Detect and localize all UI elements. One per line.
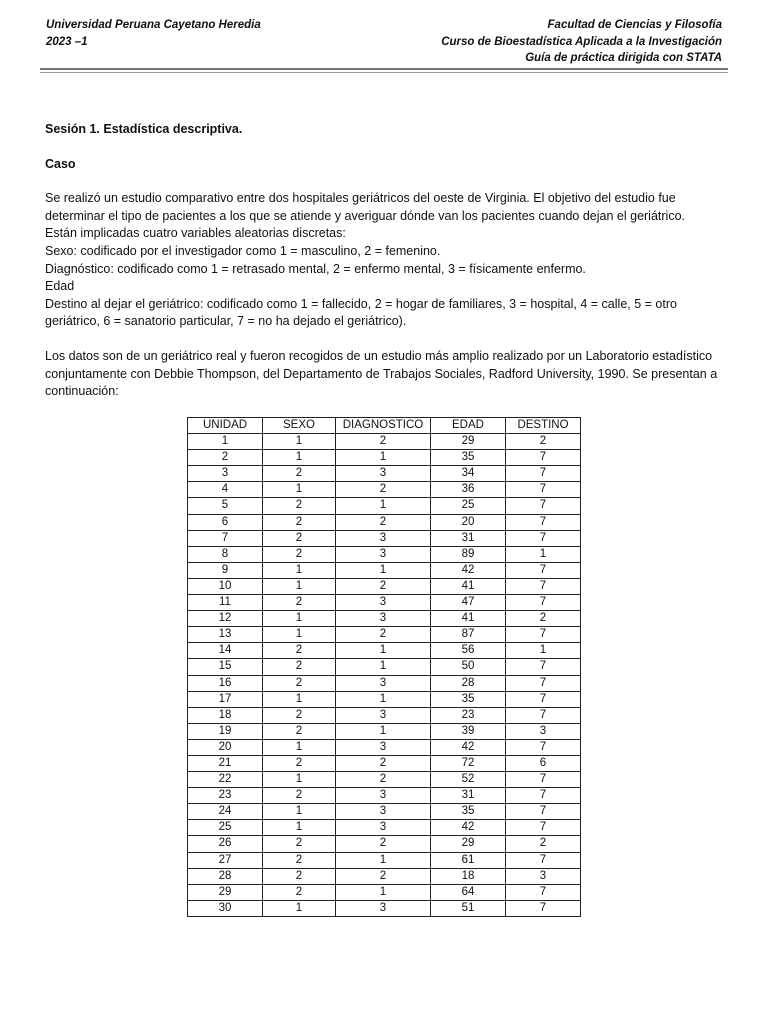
cell-sexo: 2 [263, 514, 336, 530]
study-description: Se realizó un estudio comparativo entre dos hospitales geriátricos del oeste de Virginia. El objetivo del estudio fue determinar el tipo de pacientes a los que se atiende y averiguar dónde van los pacientes cuando dejan el geriátrico. [45, 191, 685, 223]
cell-diagnostico: 1 [336, 498, 431, 514]
cell-unidad: 8 [188, 546, 263, 562]
cell-destino: 7 [506, 562, 581, 578]
guide-name: Guía de práctica dirigida con STATA [525, 52, 722, 64]
table-row [188, 820, 581, 836]
case-title: Caso [45, 156, 76, 171]
cell-sexo: 2 [263, 707, 336, 723]
cell-unidad: 4 [188, 482, 263, 498]
cell-unidad: 13 [188, 627, 263, 643]
table-row [188, 595, 581, 611]
cell-sexo: 1 [263, 900, 336, 916]
session-title: Sesión 1. Estadística descriptiva. [45, 122, 243, 136]
column-header-diagnostico: DIAGNOSTICO [336, 418, 431, 434]
table-row [188, 482, 581, 498]
table-row [188, 836, 581, 852]
data-source-paragraph: Los datos son de un geriátrico real y fueron recogidos de un estudio más amplio realizado por un Laboratorio estadístico conjuntamente con Debbie Thompson, del Departamento de Trabajos Sociales, Radford University, 1990. Se presentan a continuación: [45, 348, 718, 399]
table-row [188, 739, 581, 755]
cell-unidad: 25 [188, 820, 263, 836]
table-row [188, 611, 581, 627]
cell-unidad: 11 [188, 595, 263, 611]
cell-diagnostico: 2 [336, 755, 431, 771]
cell-destino: 7 [506, 659, 581, 675]
table-row [188, 675, 581, 691]
cell-edad: 31 [431, 530, 506, 546]
cell-diagnostico: 2 [336, 627, 431, 643]
cell-unidad: 24 [188, 804, 263, 820]
table-row [188, 755, 581, 771]
cell-edad: 31 [431, 788, 506, 804]
cell-sexo: 1 [263, 562, 336, 578]
cell-sexo: 1 [263, 450, 336, 466]
cell-unidad: 26 [188, 836, 263, 852]
cell-diagnostico: 3 [336, 707, 431, 723]
cell-destino: 2 [506, 836, 581, 852]
cell-destino: 7 [506, 820, 581, 836]
variable-sexo: Sexo: codificado por el investigador como 1 = masculino, 2 = femenino. [45, 243, 441, 258]
cell-diagnostico: 2 [336, 514, 431, 530]
column-header-destino: DESTINO [506, 418, 581, 434]
cell-diagnostico: 2 [336, 836, 431, 852]
cell-edad: 41 [431, 578, 506, 594]
cell-sexo: 2 [263, 643, 336, 659]
cell-sexo: 1 [263, 578, 336, 594]
cell-unidad: 2 [188, 450, 263, 466]
table-row [188, 852, 581, 868]
variable-destino: Destino al dejar el geriátrico: codificado como 1 = fallecido, 2 = hogar de familiares, 3 = hospital, 4 = calle, 5 = otro geriátrico, 6 = sanatorio particular, 7 = no ha dejado el geriátrico). [45, 296, 677, 329]
cell-unidad: 21 [188, 755, 263, 771]
cell-sexo: 2 [263, 723, 336, 739]
cell-edad: 29 [431, 434, 506, 450]
cell-diagnostico: 3 [336, 466, 431, 482]
table-row [188, 788, 581, 804]
cell-diagnostico: 1 [336, 643, 431, 659]
cell-edad: 23 [431, 707, 506, 723]
cell-destino: 2 [506, 434, 581, 450]
cell-diagnostico: 1 [336, 723, 431, 739]
cell-destino: 7 [506, 707, 581, 723]
cell-destino: 1 [506, 643, 581, 659]
cell-edad: 47 [431, 595, 506, 611]
cell-destino: 7 [506, 772, 581, 788]
cell-destino: 7 [506, 498, 581, 514]
cell-diagnostico: 3 [336, 739, 431, 755]
cell-sexo: 1 [263, 434, 336, 450]
cell-sexo: 1 [263, 627, 336, 643]
table-row [188, 627, 581, 643]
cell-destino: 7 [506, 675, 581, 691]
cell-diagnostico: 1 [336, 852, 431, 868]
cell-destino: 7 [506, 788, 581, 804]
cell-destino: 2 [506, 611, 581, 627]
table-row [188, 868, 581, 884]
cell-unidad: 7 [188, 530, 263, 546]
cell-destino: 7 [506, 482, 581, 498]
cell-diagnostico: 3 [336, 820, 431, 836]
variable-edad: Edad [45, 279, 75, 294]
cell-sexo: 1 [263, 691, 336, 707]
cell-sexo: 2 [263, 530, 336, 546]
cell-destino: 7 [506, 578, 581, 594]
cell-unidad: 6 [188, 514, 263, 530]
cell-edad: 35 [431, 804, 506, 820]
cell-sexo: 2 [263, 836, 336, 852]
cell-sexo: 1 [263, 820, 336, 836]
table-row [188, 450, 581, 466]
cell-destino: 7 [506, 627, 581, 643]
cell-diagnostico: 2 [336, 868, 431, 884]
cell-unidad: 14 [188, 643, 263, 659]
cell-diagnostico: 3 [336, 788, 431, 804]
variable-diagnostico: Diagnóstico: codificado como 1 = retrasado mental, 2 = enfermo mental, 3 = físicamente enfermo. [45, 261, 586, 276]
cell-unidad: 3 [188, 466, 263, 482]
cell-edad: 25 [431, 498, 506, 514]
academic-term: 2023 –1 [46, 35, 88, 48]
cell-sexo: 1 [263, 772, 336, 788]
cell-diagnostico: 1 [336, 884, 431, 900]
table-row [188, 530, 581, 546]
table-row [188, 434, 581, 450]
cell-unidad: 29 [188, 884, 263, 900]
table-row [188, 691, 581, 707]
cell-edad: 61 [431, 852, 506, 868]
paragraph-gap [45, 331, 725, 348]
variables-intro: Están implicadas cuatro variables aleatorias discretas: [45, 226, 346, 241]
cell-sexo: 2 [263, 546, 336, 562]
cell-edad: 89 [431, 546, 506, 562]
cell-destino: 7 [506, 450, 581, 466]
cell-destino: 7 [506, 466, 581, 482]
cell-diagnostico: 3 [336, 900, 431, 916]
table-row [188, 466, 581, 482]
cell-edad: 42 [431, 820, 506, 836]
cell-diagnostico: 1 [336, 450, 431, 466]
cell-unidad: 5 [188, 498, 263, 514]
column-header-edad: EDAD [431, 418, 506, 434]
cell-edad: 56 [431, 643, 506, 659]
cell-edad: 20 [431, 514, 506, 530]
cell-destino: 7 [506, 852, 581, 868]
cell-unidad: 1 [188, 434, 263, 450]
cell-edad: 35 [431, 691, 506, 707]
cell-diagnostico: 3 [336, 804, 431, 820]
cell-diagnostico: 3 [336, 530, 431, 546]
cell-edad: 51 [431, 900, 506, 916]
cell-destino: 6 [506, 755, 581, 771]
cell-destino: 3 [506, 868, 581, 884]
cell-unidad: 10 [188, 578, 263, 594]
faculty-name: Facultad de Ciencias y Filosofía [547, 19, 722, 31]
cell-unidad: 9 [188, 562, 263, 578]
cell-diagnostico: 1 [336, 562, 431, 578]
table-row [188, 804, 581, 820]
cell-unidad: 20 [188, 739, 263, 755]
table-row [188, 772, 581, 788]
table-row [188, 884, 581, 900]
cell-unidad: 28 [188, 868, 263, 884]
table-row [188, 562, 581, 578]
cell-unidad: 19 [188, 723, 263, 739]
cell-edad: 52 [431, 772, 506, 788]
cell-diagnostico: 2 [336, 578, 431, 594]
cell-edad: 28 [431, 675, 506, 691]
cell-diagnostico: 3 [336, 595, 431, 611]
cell-sexo: 2 [263, 675, 336, 691]
data-table [187, 417, 581, 917]
cell-sexo: 1 [263, 804, 336, 820]
cell-sexo: 2 [263, 788, 336, 804]
cell-destino: 3 [506, 723, 581, 739]
cell-sexo: 2 [263, 466, 336, 482]
table-row [188, 546, 581, 562]
cell-edad: 41 [431, 611, 506, 627]
cell-destino: 7 [506, 530, 581, 546]
cell-destino: 7 [506, 900, 581, 916]
cell-edad: 36 [431, 482, 506, 498]
table-row [188, 707, 581, 723]
cell-sexo: 1 [263, 611, 336, 627]
cell-sexo: 2 [263, 595, 336, 611]
cell-edad: 72 [431, 755, 506, 771]
table-header-row [188, 418, 581, 434]
cell-sexo: 2 [263, 852, 336, 868]
cell-sexo: 2 [263, 755, 336, 771]
cell-sexo: 1 [263, 739, 336, 755]
table-row [188, 659, 581, 675]
cell-unidad: 30 [188, 900, 263, 916]
cell-diagnostico: 3 [336, 611, 431, 627]
cell-unidad: 23 [188, 788, 263, 804]
cell-sexo: 2 [263, 659, 336, 675]
header-left [46, 17, 261, 50]
column-header-unidad: UNIDAD [188, 418, 263, 434]
cell-unidad: 22 [188, 772, 263, 788]
cell-destino: 7 [506, 884, 581, 900]
cell-unidad: 15 [188, 659, 263, 675]
cell-unidad: 16 [188, 675, 263, 691]
cell-unidad: 12 [188, 611, 263, 627]
cell-diagnostico: 1 [336, 659, 431, 675]
cell-sexo: 2 [263, 498, 336, 514]
header-divider [40, 68, 728, 73]
cell-edad: 50 [431, 659, 506, 675]
table-row [188, 578, 581, 594]
cell-sexo: 2 [263, 868, 336, 884]
cell-edad: 64 [431, 884, 506, 900]
cell-diagnostico: 1 [336, 691, 431, 707]
cell-edad: 39 [431, 723, 506, 739]
cell-edad: 42 [431, 562, 506, 578]
document-body [45, 121, 725, 401]
cell-destino: 7 [506, 691, 581, 707]
cell-destino: 1 [506, 546, 581, 562]
cell-edad: 34 [431, 466, 506, 482]
header-right [441, 17, 722, 67]
cell-unidad: 27 [188, 852, 263, 868]
cell-sexo: 2 [263, 884, 336, 900]
cell-diagnostico: 3 [336, 675, 431, 691]
cell-destino: 7 [506, 739, 581, 755]
cell-diagnostico: 2 [336, 482, 431, 498]
cell-diagnostico: 2 [336, 772, 431, 788]
university-name: Universidad Peruana Cayetano Heredia [46, 19, 261, 31]
cell-diagnostico: 3 [336, 546, 431, 562]
cell-unidad: 17 [188, 691, 263, 707]
cell-destino: 7 [506, 595, 581, 611]
table-row [188, 498, 581, 514]
column-header-sexo: SEXO [263, 418, 336, 434]
cell-edad: 35 [431, 450, 506, 466]
table-row [188, 723, 581, 739]
cell-diagnostico: 2 [336, 434, 431, 450]
table-row [188, 643, 581, 659]
table-row [188, 514, 581, 530]
cell-edad: 87 [431, 627, 506, 643]
cell-edad: 18 [431, 868, 506, 884]
cell-sexo: 1 [263, 482, 336, 498]
cell-destino: 7 [506, 514, 581, 530]
table-row [188, 900, 581, 916]
cell-edad: 29 [431, 836, 506, 852]
course-name: Curso de Bioestadística Aplicada a la Investigación [441, 35, 722, 48]
cell-unidad: 18 [188, 707, 263, 723]
cell-destino: 7 [506, 804, 581, 820]
cell-edad: 42 [431, 739, 506, 755]
